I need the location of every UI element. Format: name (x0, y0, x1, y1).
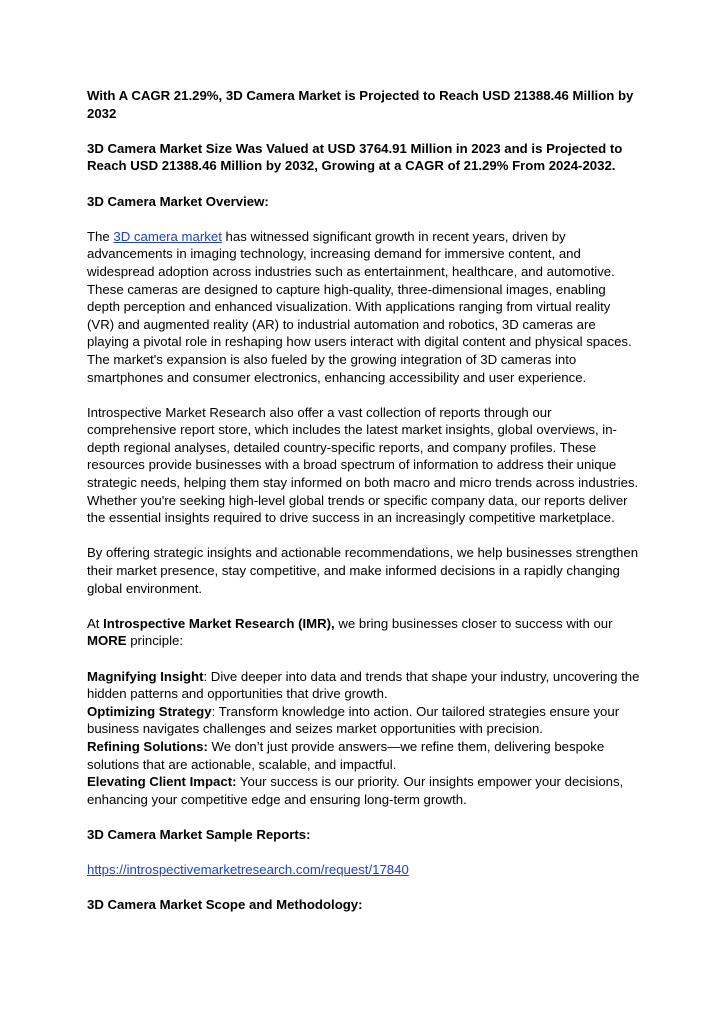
principle-elevating-client-impact (87, 773, 640, 808)
overview-paragraph (87, 228, 640, 386)
principle-refining-solutions (87, 738, 640, 773)
principle-text: Your success is our priority. Our insights empower your decisions, enhancing your competitive edge and ensuring long-term growth. (87, 774, 624, 807)
strategic-paragraph: By offering strategic insights and actionable recommendations, we help businesses strengthen their market presence, stay competitive, and make informed decisions in a rapidly changing global environment. (87, 545, 639, 596)
sample-link-paragraph (87, 861, 640, 879)
market-size-heading: 3D Camera Market Size Was Valued at USD 3764.91 Million in 2023 and is Projected to Reach USD 21388.46 Million by 2032, Growing at a CAGR of 21.29% From 2024-2032. (87, 140, 623, 174)
overview-prefix: The (87, 228, 114, 244)
scope-methodology-heading: 3D Camera Market Scope and Methodology: (87, 897, 363, 913)
principle-optimizing-strategy (87, 703, 640, 738)
principles-list (87, 668, 640, 809)
principle-text: : Transform knowledge into action. Our tailored strategies ensure your business navigates challenges and seizes market opportunities with precision. (87, 703, 620, 737)
imr-paragraph (87, 615, 640, 650)
imr-at: At (87, 615, 104, 631)
imr-name: Introspective Market Research (IMR), (103, 615, 335, 631)
imr-middle: we bring businesses closer to success with our (334, 615, 613, 631)
principle-label: Refining Solutions: (87, 738, 208, 754)
principle-magnifying-insight (87, 668, 640, 703)
principle-label: Optimizing Strategy (87, 703, 212, 719)
principle-text: We don’t just provide answers—we refine them, delivering bespoke solutions that are actionable, scalable, and impactful. (87, 738, 605, 772)
overview-heading: 3D Camera Market Overview: (87, 193, 269, 209)
imr-end: principle: (126, 633, 184, 649)
sample-report-link[interactable]: https://introspectivemarketresearch.com/request/17840 (87, 862, 409, 878)
3d-camera-market-link[interactable]: 3D camera market (113, 228, 222, 244)
more-principle: MORE (87, 633, 127, 649)
reports-paragraph: Introspective Market Research also offer a vast collection of reports through our comprehensive report store, which includes the latest market insights, global overviews, in-depth regional analyses, detailed country-specific reports, and company profiles. These resources provide businesses with a broad spectrum of information to address their unique strategic needs, helping them stay informed on both macro and micro trends across industries. Whether you're seeking high-level global trends or specific company data, our reports deliver the essential insights required to drive success in an increasingly competitive marketplace. (87, 404, 639, 526)
principle-label: Elevating Client Impact: (87, 774, 237, 790)
sample-reports-heading: 3D Camera Market Sample Reports: (87, 826, 311, 842)
overview-text: has witnessed significant growth in recent years, driven by advancements in imaging technology, increasing demand for immersive content, and widespread adoption across industries such as entertainment, healthcare, and automotive. These cameras are designed to capture high-quality, three-dimensional images, enabling depth perception and enhanced visualization. With applications ranging from virtual reality (VR) and augmented reality (AR) to industrial automation and robotics, 3D cameras are playing a pivotal role in reshaping how users interact with digital content and physical spaces. The market's expansion is also fueled by the growing integration of 3D cameras into smartphones and consumer electronics, enhancing accessibility and user experience. (87, 228, 632, 385)
principle-text: : Dive deeper into data and trends that shape your industry, uncovering the hidden patterns and opportunities that drive growth. (87, 668, 640, 702)
document-title: With A CAGR 21.29%, 3D Camera Market is Projected to Reach USD 21388.46 Million by 2032 (87, 88, 634, 121)
principle-label: Magnifying Insight (87, 668, 204, 684)
